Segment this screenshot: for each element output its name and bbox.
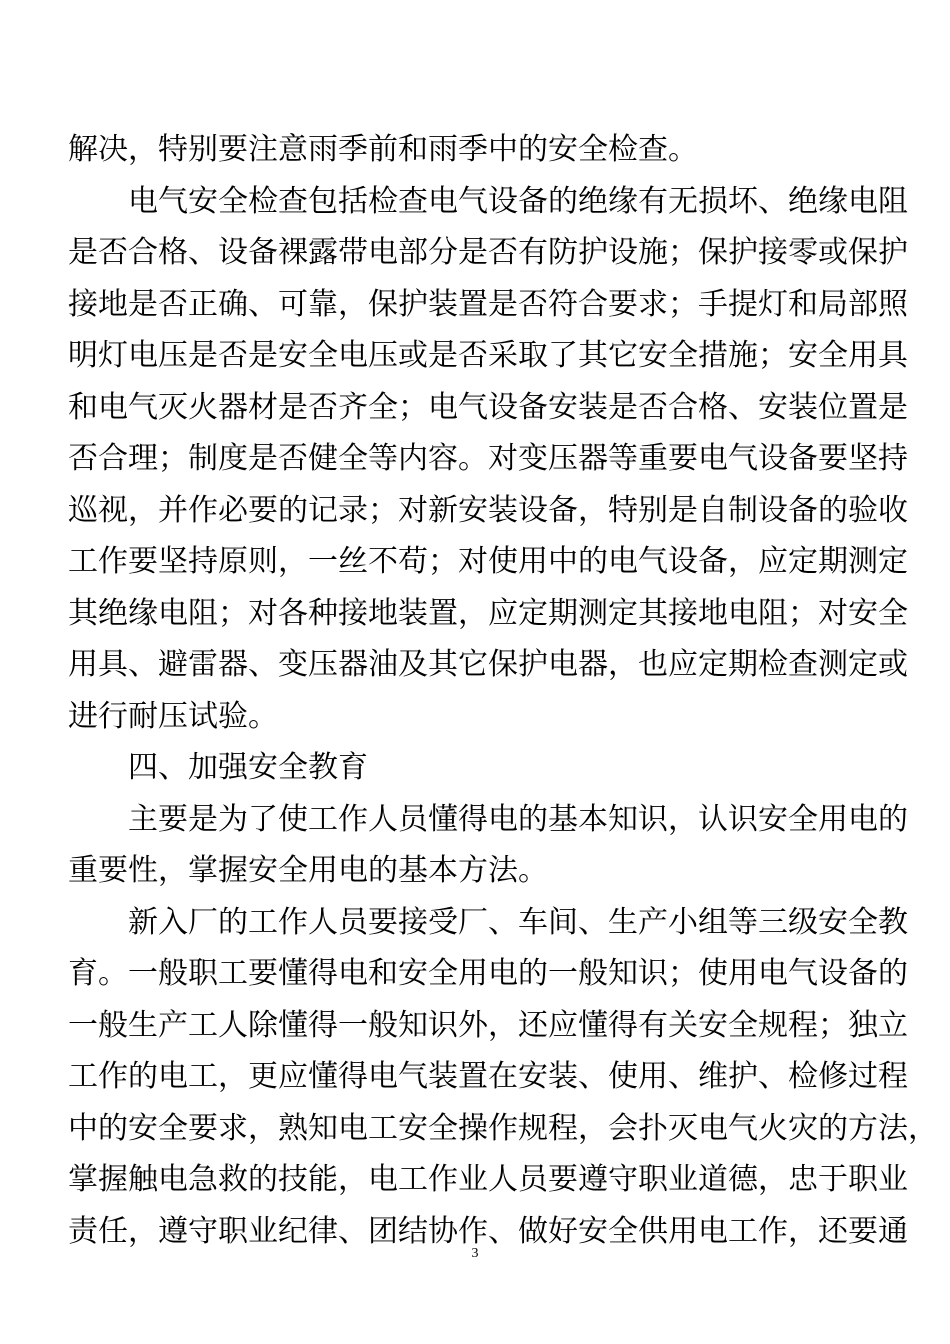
text-line: 掌握触电急救的技能，电工作业人员要遵守职业道德，忠于职业: [68, 1162, 908, 1197]
text-line: 和电气灭火器材是否齐全；电气设备安装是否合格、安装位置是: [68, 389, 908, 425]
text-line: 解决，特别要注意雨季前和雨季中的安全检查。: [68, 132, 698, 167]
text-line: 是否合格、设备裸露带电部分是否有防护设施；保护接零或保护: [68, 235, 908, 270]
text-line: 主要是为了使工作人员懂得电的基本知识，认识安全用电的: [128, 801, 908, 837]
text-line: 明灯电压是否是安全电压或是否采取了其它安全措施；安全用具: [68, 338, 908, 373]
text-line: 工作要坚持原则，一丝不苟；对使用中的电气设备，应定期测定: [68, 544, 908, 579]
body-text: [68, 124, 938, 1257]
text-line: 四、加强安全教育: [128, 750, 368, 785]
page-number: 3: [471, 1246, 479, 1261]
text-line: 工作的电工，更应懂得电气装置在安装、使用、维护、检修过程: [68, 1059, 908, 1094]
text-line: 否合理；制度是否健全等内容。对变压器等重要电气设备要坚持: [68, 441, 908, 476]
text-line: 用具、避雷器、变压器油及其它保护电器，也应定期检查测定或: [68, 647, 908, 682]
text-line: 进行耐压试验。: [68, 698, 278, 734]
text-line: 中的安全要求，熟知电工安全操作规程，会扑灭电气火灾的方法，: [68, 1110, 938, 1146]
text-line: 其绝缘电阻；对各种接地装置，应定期测定其接地电阻；对安全: [68, 595, 908, 631]
text-line: 育。一般职工要懂得电和安全用电的一般知识；使用电气设备的: [68, 956, 908, 991]
text-line: 重要性，掌握安全用电的基本方法。: [68, 853, 548, 888]
text-line: 新入厂的工作人员要接受厂、车间、生产小组等三级安全教: [128, 904, 908, 940]
text-line: 责任，遵守职业纪律、团结协作、做好安全供用电工作，还要通: [68, 1213, 908, 1249]
text-line: 电气安全检查包括检查电气设备的绝缘有无损坏、绝缘电阻: [128, 183, 908, 219]
text-line: 一般生产工人除懂得一般知识外，还应懂得有关安全规程；独立: [68, 1007, 908, 1043]
text-line: 接地是否正确、可靠，保护装置是否符合要求；手提灯和局部照: [68, 286, 908, 322]
text-line: 巡视，并作必要的记录；对新安装设备，特别是自制设备的验收: [68, 492, 908, 528]
